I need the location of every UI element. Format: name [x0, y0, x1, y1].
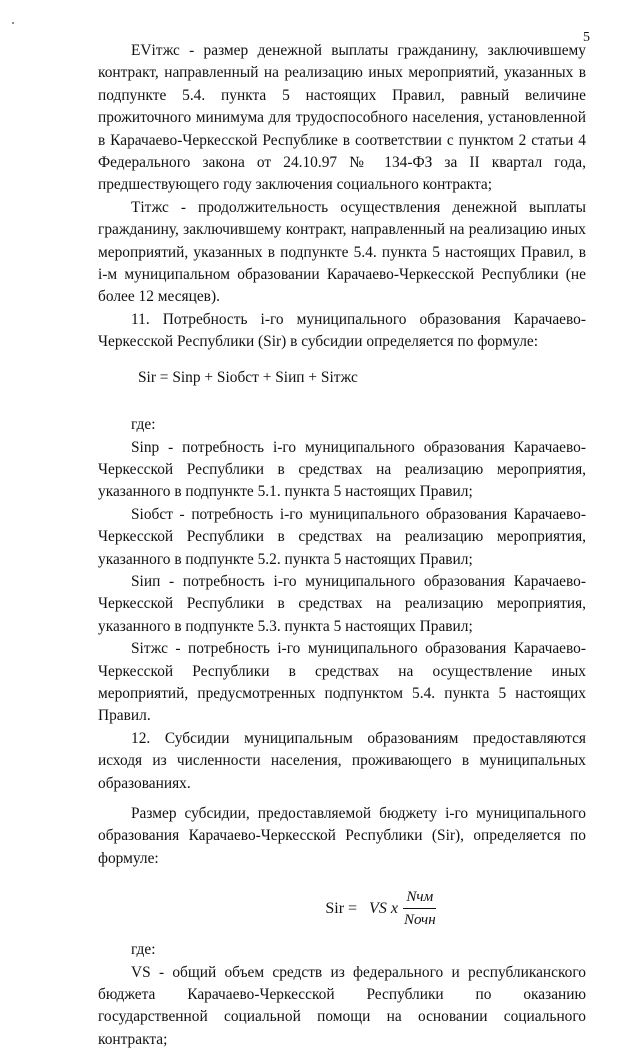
formula-fraction: [401, 888, 439, 929]
paragraph-11: 11. Потребность i-го муниципального образования Карачаево-Черкесской Республики (Sir) в субсидии определяется по формуле:: [98, 310, 586, 351]
paragraph-ev: EVітжс - размер денежной выплаты гражданину, заключившему контракт, направленный на реализацию иных мероприятий, указанных в подпункте 5.4. пункта 5 настоящих Правил, равный величине прожиточного минимума для трудоспособного населения, установленной в Карачаево-Черкесской Республике в соответствии с пунктом 2 статьи 4 Федерального закона от 24.10.97 № 134-ФЗ за II квартал года, предшествующего году заключения социального контракта;: [98, 42, 586, 194]
paragraph-siip: Siип - потребность i-го муниципального образования Карачаево-Черкесской Республики в средствах на реализацию мероприятия, указанного в подпункте 5.3. пункта 5 настоящих Правил;: [98, 572, 586, 635]
formula-sir-sum: Sir = Sinp + Siобст + Siип + Siтжс: [138, 368, 358, 386]
formula-denominator: Nочн: [403, 912, 436, 929]
formula-vs: VS: [369, 899, 387, 917]
paragraph-subsidy-size: Размер субсидии, предоставляемой бюджету i-го муниципального образования Карачаево-Черкесской Республики (Sir), определяется по формуле:: [98, 805, 586, 867]
paragraph-sitzhs: Siтжс - потребность i-го муниципального образования Карачаево-Черкесской Республики в средствах на осуществление иных мероприятий, предусмотренных подпунктом 5.4. пункта 5 настоящих Правил.: [98, 640, 586, 725]
document-body: [98, 40, 586, 1051]
formula-sir-fraction: [178, 888, 586, 929]
scan-dot: [12, 22, 14, 24]
formula-lhs: Sir =: [325, 899, 358, 917]
page-number: 5: [583, 30, 590, 45]
formula-numerator: Nчм: [403, 888, 436, 909]
where-label-2: где:: [131, 941, 156, 959]
formula-multiply: x: [390, 899, 398, 917]
paragraph-siobst: Siобст - потребность i-го муниципального образования Карачаево-Черкесской Республики в средствах на реализацию мероприятия, указанного в подпункте 5.2. пункта 5 настоящих Правил;: [98, 505, 586, 568]
paragraph-12: 12. Субсидии муниципальным образованиям предоставляются исходя из численности населения, проживающего в муниципальных образованиях.: [98, 729, 586, 792]
paragraph-vs: VS - общий объем средств из федерального и республиканского бюджета Карачаево-Черкесской Республики по оказанию государственной социальной помощи на основании социального контракта;: [98, 963, 586, 1048]
paragraph-sinp: Sinp - потребность i-го муниципального образования Карачаево-Черкесской Республики в средствах на реализацию мероприятия, указанного в подпункте 5.1. пункта 5 настоящих Правил;: [98, 438, 586, 501]
paragraph-t: Тітжс - продолжительность осуществления денежной выплаты гражданину, заключившему контракт, направленный на реализацию иных мероприятий, указанных в подпункте 5.4. пункта 5 настоящих Правил, в i-м муниципальном образовании Карачаево-Черкесской Республики (не более 12 месяцев).: [98, 198, 586, 306]
where-label-1: где:: [131, 416, 156, 434]
